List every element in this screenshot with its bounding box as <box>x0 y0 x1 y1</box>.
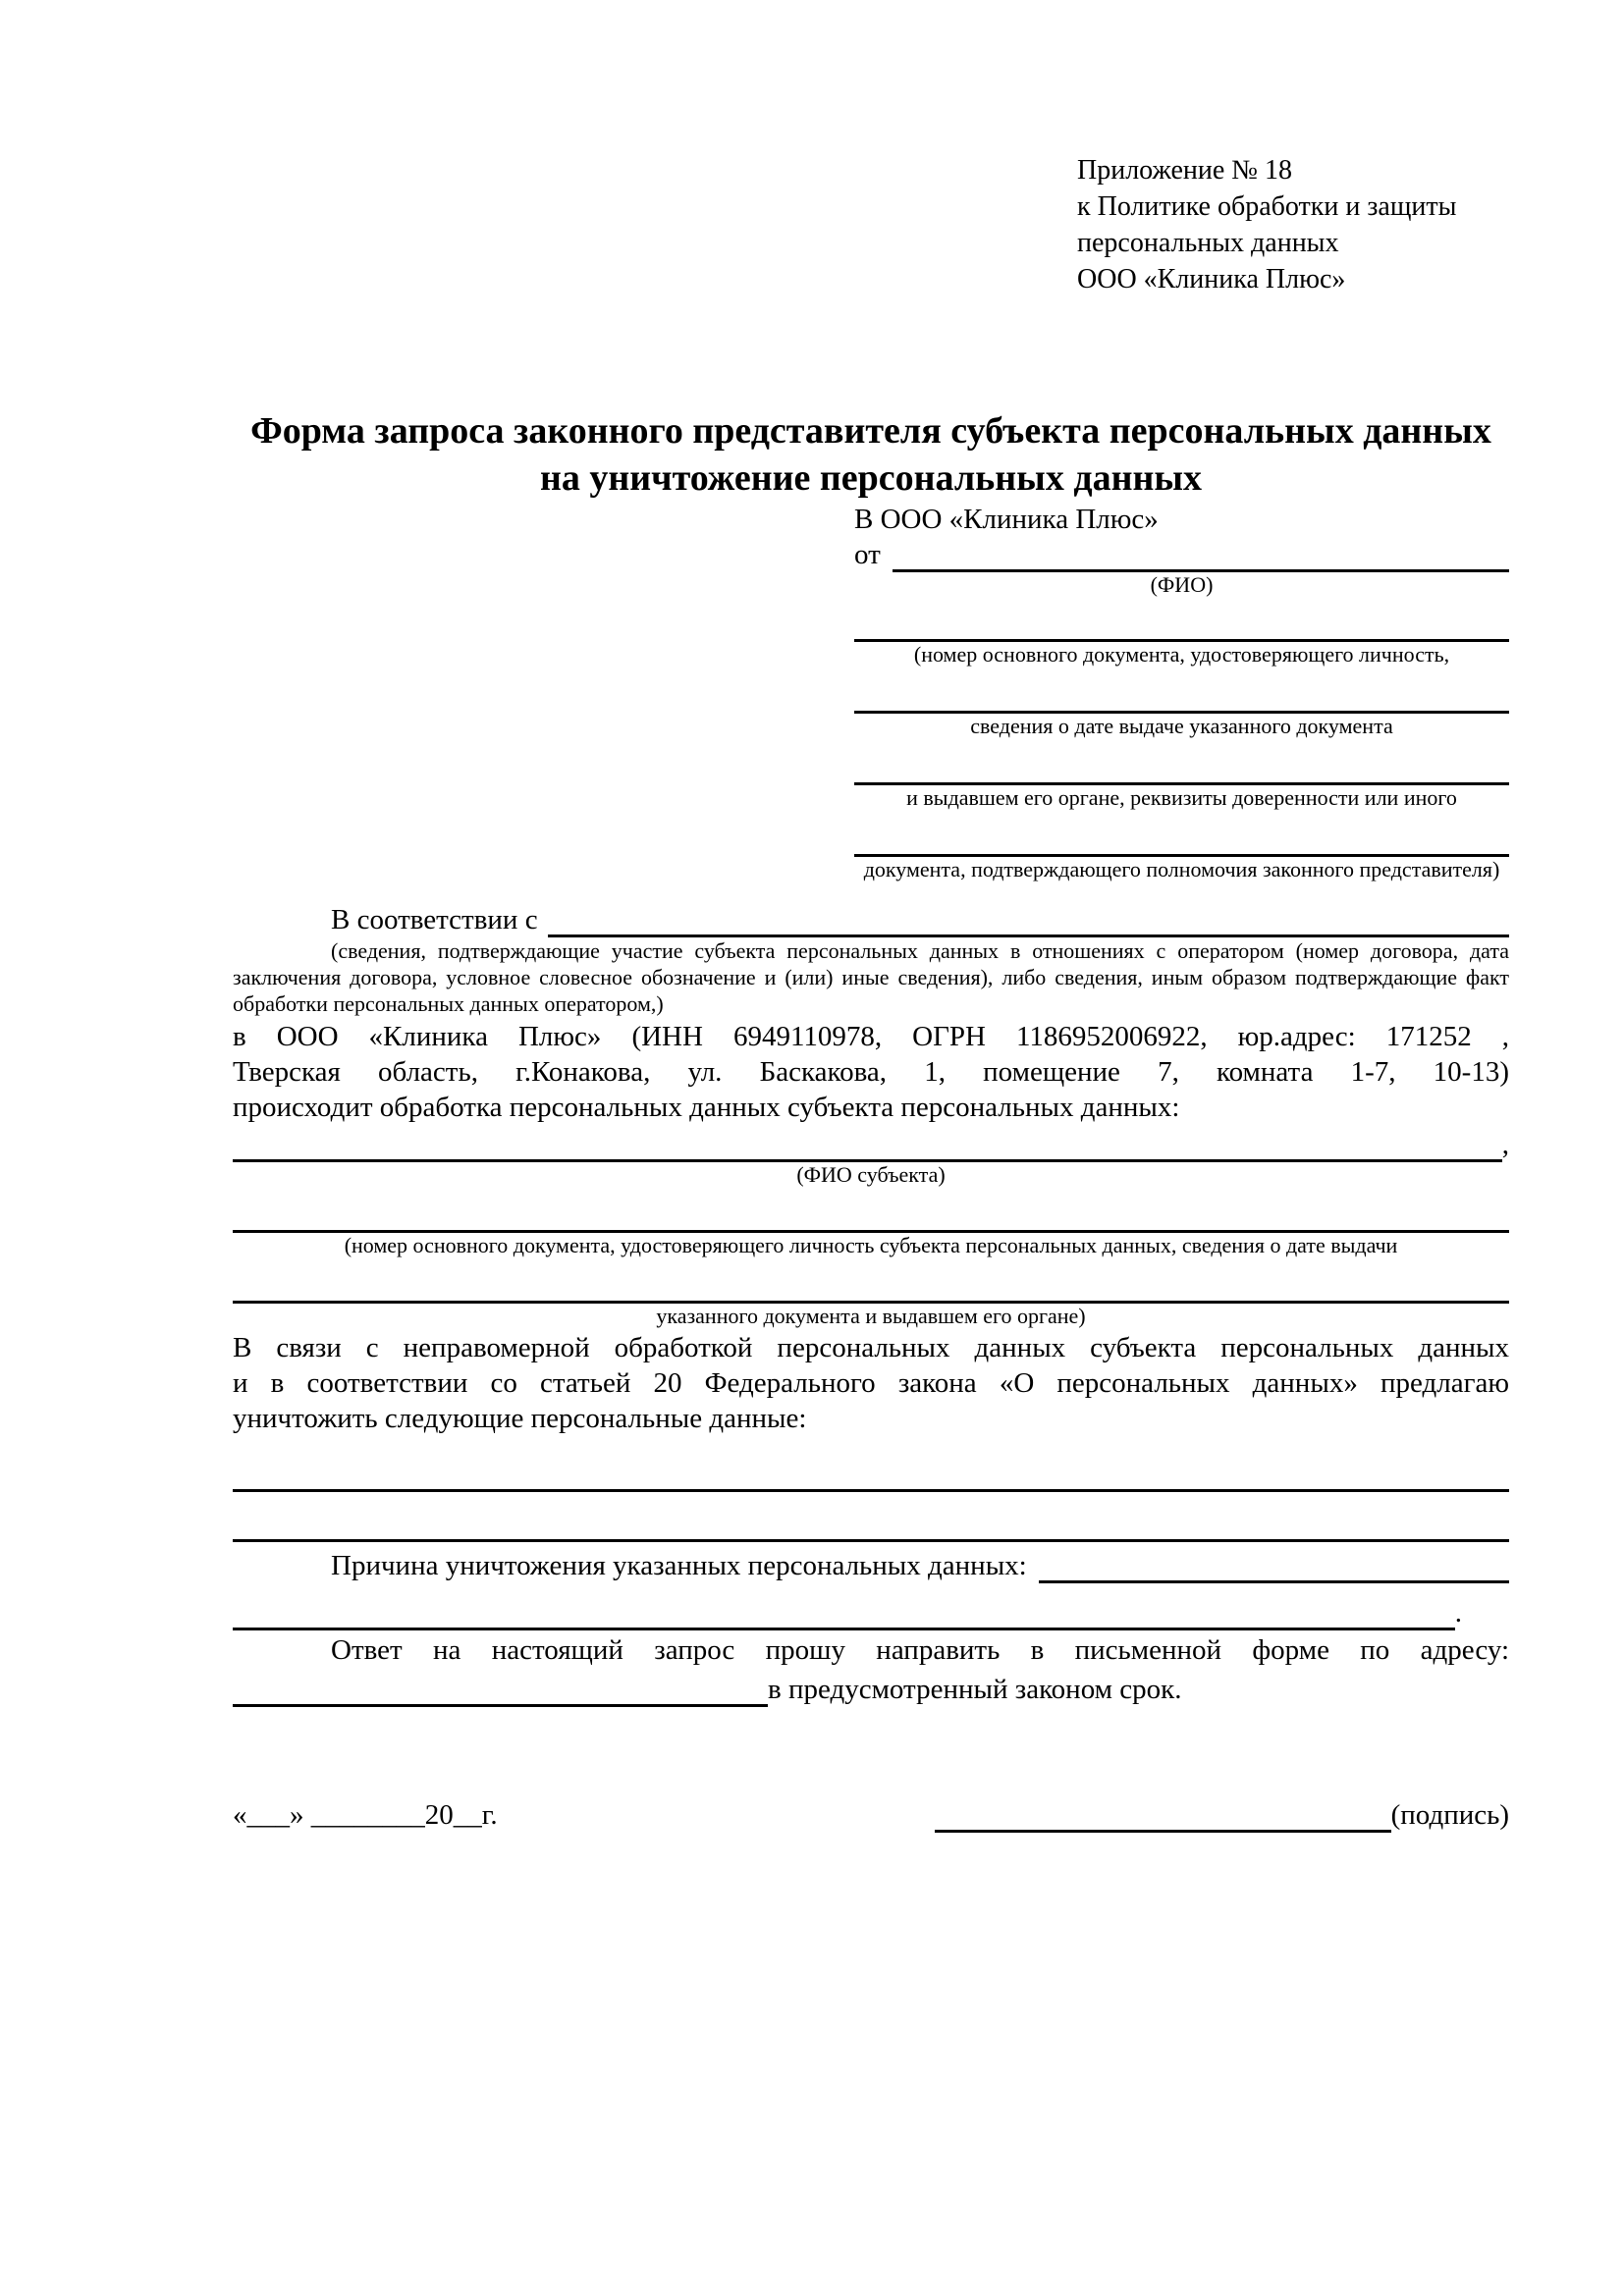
addressee-to: В ООО «Клиника Плюс» <box>854 504 1159 535</box>
appendix-line-4: ООО «Клиника Плюс» <box>1077 264 1346 294</box>
subject-doc-field-line-1 <box>233 1199 1509 1233</box>
signature-field-line <box>935 1802 1391 1833</box>
from-field-line <box>893 542 1509 572</box>
date-field: «___» ________20__г. <box>233 1799 498 1831</box>
addressee-block <box>854 502 1509 882</box>
reason-label: Причина уничтожения указанных персональных данных: <box>331 1550 1027 1581</box>
operator-paragraph-line-1: в ООО «Клиника Плюс» (ИНН 6949110978, ОГРН 1186952006922, юр.адрес: 171252 , <box>233 1021 1509 1052</box>
unlawful-paragraph-line-1: В связи с неправомерной обработкой персональных данных субъекта персональных данных <box>233 1332 1509 1363</box>
operator-paragraph-line-3: происходит обработка персональных данных субъекта персональных данных: <box>233 1092 1180 1123</box>
accordance-label: В соответствии с <box>331 904 538 935</box>
representative-doc-caption-1: (номер основного документа, удостоверяющего личность, <box>913 642 1450 667</box>
subject-fio-field-row <box>233 1127 1509 1162</box>
operator-paragraph-line-2: Тверская область, г.Конакова, ул. Баскакова, 1, помещение 7, комната 1-7, 10-13) <box>233 1056 1509 1088</box>
reason-period: . <box>1454 1597 1462 1629</box>
representative-doc-field-line-3 <box>854 751 1509 785</box>
reason-row <box>233 1548 1509 1583</box>
accordance-row <box>233 902 1509 937</box>
appendix-line-2: к Политике обработки и защиты <box>1077 191 1457 222</box>
subject-doc-caption-1: (номер основного документа, удостоверяющего личность субъекта персональных данных, сведения о дате выдачи <box>344 1233 1398 1257</box>
date-signature-row <box>233 1797 1509 1833</box>
subject-fio-caption: (ФИО субъекта) <box>796 1162 946 1187</box>
subject-fio-comma: , <box>1501 1129 1509 1160</box>
from-field-row <box>854 537 1509 572</box>
subject-doc-field-line-2 <box>233 1269 1509 1304</box>
representative-doc-field-line-4 <box>854 823 1509 857</box>
response-address-row <box>233 1672 1509 1707</box>
representative-doc-caption-4: документа, подтверждающего полномочия законного представителя) <box>863 857 1500 881</box>
operator-paragraph <box>233 1019 1509 1125</box>
unlawful-paragraph-line-2: и в соответствии со статьей 20 Федерального закона «О персональных данных» предлагаю <box>233 1367 1509 1399</box>
accordance-note <box>233 937 1509 1017</box>
unlawful-paragraph-line-3: уничтожить следующие персональные данные: <box>233 1403 807 1434</box>
reason-continuation-row <box>233 1595 1462 1630</box>
signature-group <box>935 1797 1509 1833</box>
appendix-line-3: персональных данных <box>1077 228 1339 258</box>
page-title <box>233 407 1509 502</box>
reason-field-line <box>1039 1553 1509 1583</box>
fio-caption: (ФИО) <box>1150 572 1214 597</box>
appendix-header <box>1077 152 1509 297</box>
appendix-line-1: Приложение № 18 <box>1077 155 1292 186</box>
unlawful-paragraph <box>233 1330 1509 1436</box>
accordance-note-line-1: (сведения, подтверждающие участие субъекта персональных данных в отношениях с оператором (номер договора, дата <box>331 938 1509 963</box>
address-field-line <box>233 1677 768 1707</box>
page-title-line-1: Форма запроса законного представителя субъекта персональных данных <box>250 410 1491 452</box>
representative-doc-caption-2: сведения о дате выдаче указанного документа <box>970 714 1393 738</box>
response-tail: в предусмотренный законом срок. <box>768 1674 1182 1705</box>
data-to-destroy-field-line-1 <box>233 1462 1509 1492</box>
data-to-destroy-field-line-2 <box>233 1512 1509 1542</box>
representative-doc-field-line-1 <box>854 608 1509 642</box>
representative-doc-field-line-2 <box>854 679 1509 714</box>
page-title-line-2: на уничтожение персональных данных <box>539 457 1203 499</box>
response-sentence: Ответ на настоящий запрос прошу направить в письменной форме по адресу: <box>331 1634 1509 1666</box>
subject-fio-field-line <box>233 1130 1502 1162</box>
subject-doc-caption-2: указанного документа и выдавшем его органе) <box>656 1304 1086 1328</box>
representative-doc-caption-3: и выдавшем его органе, реквизиты доверенности или иного <box>906 785 1457 810</box>
from-label: от <box>854 539 881 570</box>
accordance-field-line <box>548 907 1509 937</box>
signature-caption: (подпись) <box>1390 1799 1509 1831</box>
accordance-note-line-2: заключения договора, условное словесное обозначение и (или) иные сведения), либо сведения, иным образом подтверждающие факт <box>233 965 1509 989</box>
accordance-note-line-3: обработки персональных данных оператором,) <box>233 991 664 1016</box>
reason-field-line-2 <box>233 1600 1455 1630</box>
